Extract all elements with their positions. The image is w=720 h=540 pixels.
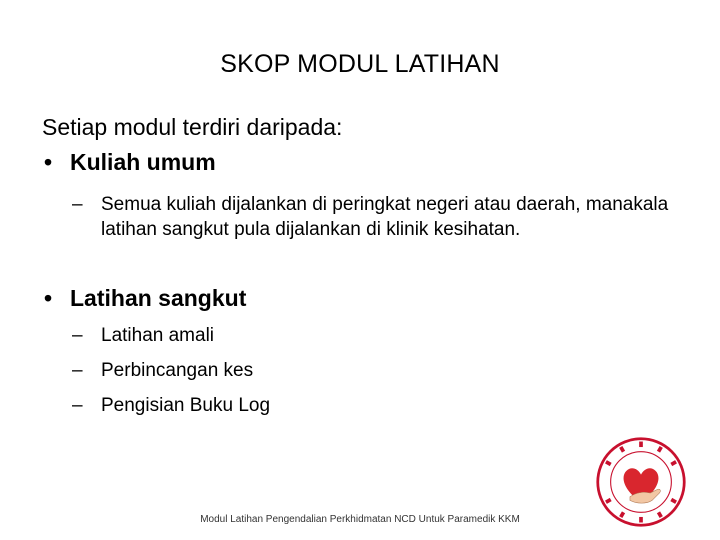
bullet-kuliah-umum [44, 147, 216, 177]
sub-item [72, 323, 214, 348]
dash-glyph: – [72, 325, 83, 346]
sub-item [72, 192, 672, 242]
bullet-latihan-sangkut [44, 283, 246, 313]
slide-title: SKOP MODUL LATIHAN [220, 50, 500, 78]
footer-text: Modul Latihan Pengendalian Perkhidmatan NCD Untuk Paramedik KKM [200, 514, 520, 525]
dash-glyph: – [72, 395, 83, 416]
bullet-dot: • [44, 285, 53, 311]
sub-item [72, 358, 253, 383]
bullet-dot: • [44, 149, 53, 175]
dash-glyph: – [72, 360, 83, 381]
sub-item-text: Pengisian Buku Log [101, 395, 271, 416]
bullet-label: Latihan sangkut [70, 285, 247, 311]
dash-glyph: – [72, 194, 83, 215]
bullet-label: Kuliah umum [70, 149, 216, 175]
intro-text: Setiap modul terdiri daripada: [42, 114, 343, 140]
sub-item [72, 393, 270, 418]
sub-item-text: Perbincangan kes [101, 360, 254, 381]
sub-item-text: Latihan amali [101, 325, 215, 346]
sub-item-text: Semua kuliah dijalankan di peringkat negeri atau daerah, manakala latihan sangkut pula dijalankan di klinik kesihatan. [101, 194, 669, 240]
